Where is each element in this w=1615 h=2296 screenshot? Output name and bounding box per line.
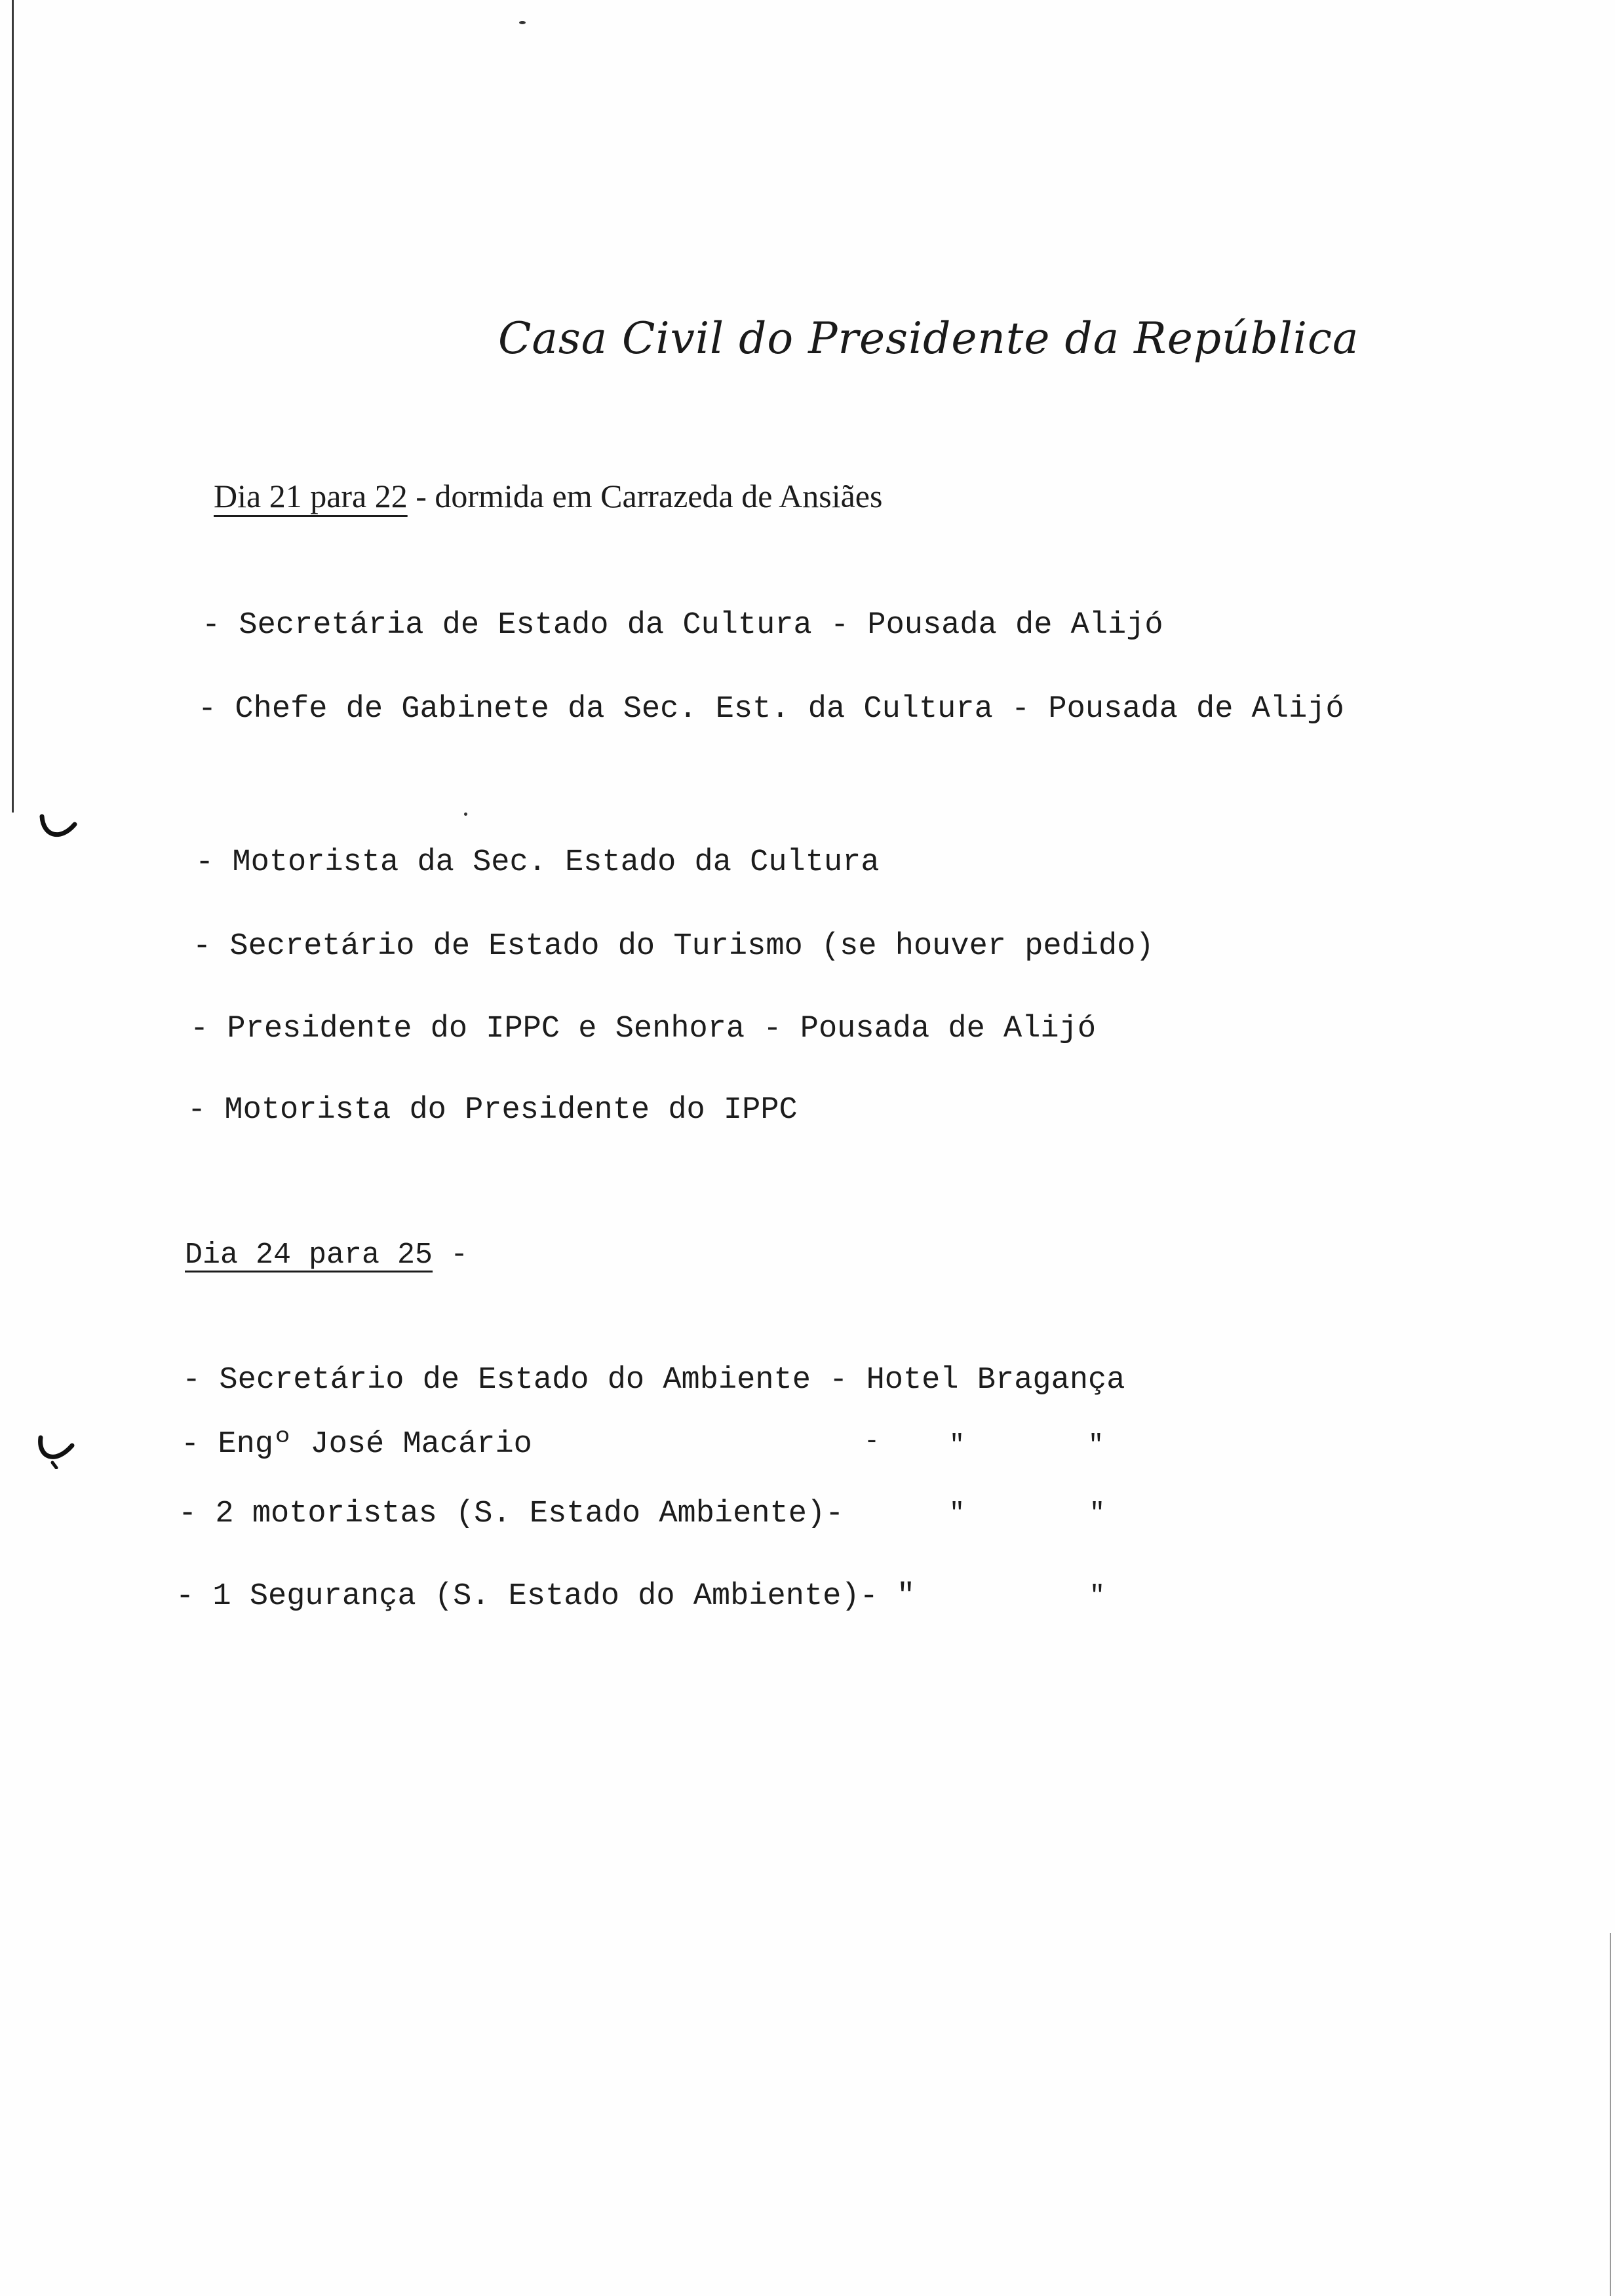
section1-item: - Secretário de Estado do Turismo (se houver pedido) xyxy=(193,929,1154,964)
ditto-mark: " xyxy=(949,1499,965,1529)
letterhead-title: Casa Civil do Presidente da República xyxy=(498,313,1359,364)
section2-item: - Secretário de Estado do Ambiente - Hotel Bragança xyxy=(182,1363,1125,1398)
dash-mark: - xyxy=(864,1427,880,1457)
checkmark-icon xyxy=(38,810,77,847)
section2-heading-date: Dia 24 para 25 xyxy=(185,1238,433,1272)
scan-speck xyxy=(464,813,467,816)
section1-item: - Secretária de Estado da Cultura - Pousada de Alijó xyxy=(202,608,1163,643)
section2-item: - 2 motoristas (S. Estado Ambiente)- xyxy=(178,1497,844,1531)
scan-edge-right xyxy=(1610,1933,1611,2296)
scan-edge-left xyxy=(12,0,14,813)
scan-speck xyxy=(519,21,526,24)
ditto-mark: " xyxy=(1089,1582,1106,1611)
section2-item: - 1 Segurança (S. Estado do Ambiente)- " xyxy=(176,1579,916,1614)
section1-heading-date: Dia 21 para 22 xyxy=(214,478,408,514)
section2-heading-text: - xyxy=(433,1238,469,1272)
section1-item: - Chefe de Gabinete da Sec. Est. da Cultura - Pousada de Alijó xyxy=(198,692,1344,727)
section2-item: - Engº José Macário xyxy=(181,1427,532,1462)
section1-item: - Motorista da Sec. Estado da Cultura xyxy=(195,845,880,880)
section2-heading xyxy=(185,1238,468,1272)
section1-heading xyxy=(214,477,882,515)
ditto-mark: " xyxy=(1089,1499,1106,1529)
ditto-mark: " xyxy=(1088,1431,1104,1461)
checkmark-icon xyxy=(35,1432,75,1469)
section1-item: - Motorista do Presidente do IPPC xyxy=(187,1093,798,1128)
ditto-mark: " xyxy=(949,1431,965,1461)
section1-item: - Presidente do IPPC e Senhora - Pousada de Alijó xyxy=(190,1012,1097,1046)
section1-heading-text: - dormida em Carrazeda de Ansiães xyxy=(407,478,883,514)
